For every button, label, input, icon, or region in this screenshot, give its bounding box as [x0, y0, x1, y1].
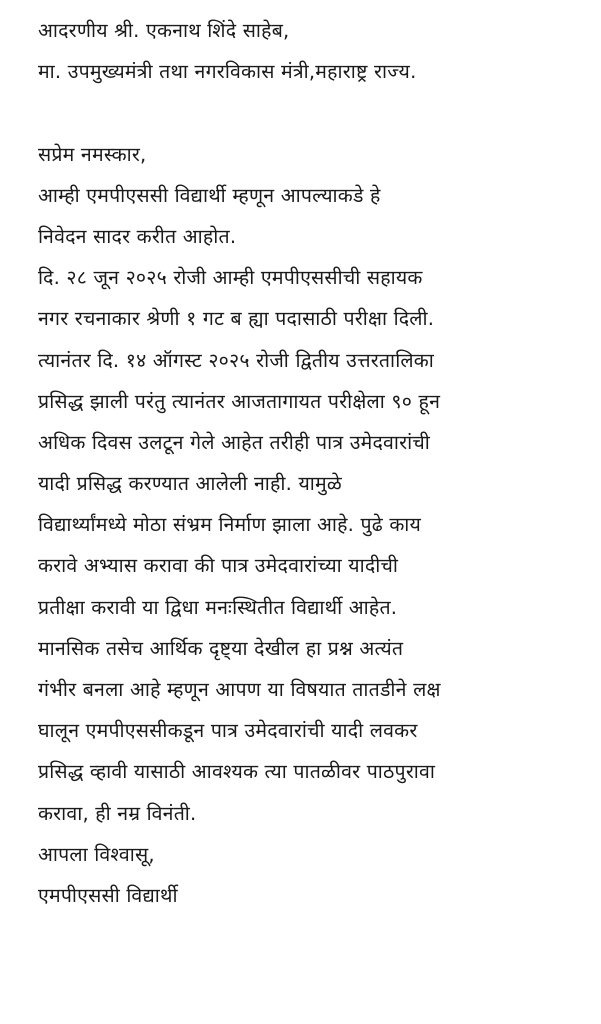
letter-body	[38, 134, 598, 834]
body-line: करावा, ही नम्र विनंती.	[38, 801, 197, 825]
body-line: अधिक दिवस उलटून गेले आहेत तरीही पात्र उमेदवारांची	[38, 430, 430, 454]
body-line: करावे अभ्यास करावा की पात्र उमेदवारांच्या यादीची	[38, 554, 399, 578]
body-line: आम्ही एमपीएससी विद्यार्थी म्हणून आपल्याकडे हे	[38, 183, 381, 207]
addressee-line: आदरणीय श्री. एकनाथ शिंदे साहेब,	[38, 19, 290, 42]
body-line: प्रतीक्षा करावी या द्विधा मनःस्थितीत विद्यार्थी आहेत.	[38, 595, 398, 619]
body-line: प्रसिद्ध व्हावी यासाठी आवश्यक त्या पातळीवर पाठपुरावा	[38, 760, 436, 784]
body-line: निवेदन सादर करीत आहोत.	[38, 224, 237, 248]
body-line: विद्यार्थ्यांमध्ये मोठा संभ्रम निर्माण झाला आहे. पुढे काय	[38, 513, 422, 537]
addressee-block	[38, 10, 598, 92]
signature-line: एमपीएससी विद्यार्थी	[38, 883, 178, 907]
letter	[38, 10, 598, 916]
salutation: सप्रेम नमस्कार,	[38, 142, 147, 166]
body-line: दि. २८ जून २०२५ रोजी आम्ही एमपीएससीची सहायक	[38, 266, 423, 290]
body-line: नगर रचनाकार श्रेणी १ गट ब ह्या पदासाठी परीक्षा दिली.	[38, 307, 435, 331]
body-line: प्रसिद्ध झाली परंतु त्यानंतर आजतागायत परीक्षेला ९० हून	[38, 389, 441, 413]
body-line: घालून एमपीएससीकडून पात्र उमेदवारांची यादी लवकर	[38, 719, 418, 743]
body-line: यादी प्रसिद्ध करण्यात आलेली नाही. यामुळे	[38, 472, 342, 496]
body-line: गंभीर बनला आहे म्हणून आपण या विषयात तातडीने लक्ष	[38, 678, 441, 701]
body-line: मानसिक तसेच आर्थिक दृष्ट्या देखील हा प्रश्न अत्यंत	[38, 636, 404, 660]
closing-line: आपला विश्वासू,	[38, 842, 155, 866]
blank-line	[38, 92, 598, 133]
addressee-line: मा. उपमुख्यमंत्री तथा नगरविकास मंत्री,महाराष्ट्र राज्य.	[38, 60, 417, 84]
body-line: त्यानंतर दि. १४ ऑगस्ट २०२५ रोजी द्वितीय उत्तरतालिका	[38, 348, 434, 372]
